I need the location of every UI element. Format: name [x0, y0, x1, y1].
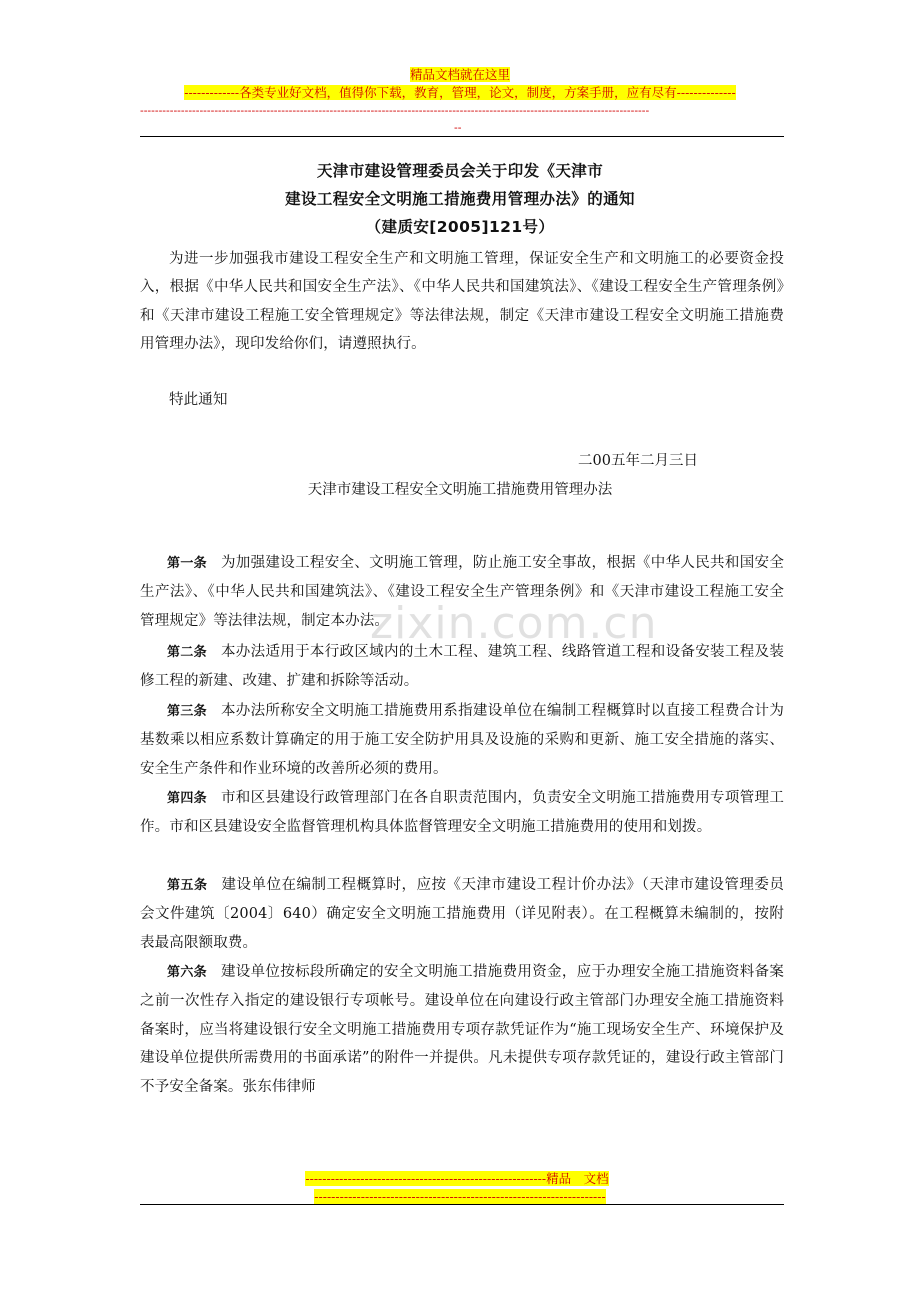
header-banner-tagline: [0, 84, 920, 101]
article-6: [140, 958, 784, 1101]
footer-banner-text-2: ---------------------------------------------------------------------: [314, 1189, 606, 1204]
article-1: [140, 549, 784, 635]
article-3: [140, 697, 784, 783]
document-title-line-1: 天津市建设管理委员会关于印发《天津市: [316, 162, 604, 180]
article-label: 第六条: [167, 965, 207, 980]
header-dash-line-continued: --: [454, 121, 462, 134]
article-text: 本办法所称安全文明施工措施费用系指建设单位在编制工程概算时以直接工程费合计为基数乘以相应系数计算确定的用于施工安全防护用具及设施的采购和更新、施工安全措施的落实、安全生产条件和作业环境的改善所必须的费用。: [140, 703, 784, 777]
header-dash-line: -----------------------------------------------------------------------------------------------------------------------------------------: [140, 104, 650, 117]
article-2: [140, 638, 784, 696]
article-label: 第二条: [167, 645, 207, 660]
special-notice: 特此通知: [169, 392, 228, 408]
banner-title-text: 精品文档就在这里: [409, 67, 510, 82]
article-text: 市和区县建设行政管理部门在各自职责范围内，负责安全文明施工措施费用专项管理工作。市和区县建设安全监督管理机构具体监督管理安全文明施工措施费用的使用和划拨。: [140, 790, 784, 836]
article-text: 为加强建设工程安全、文明施工管理，防止施工安全事故，根据《中华人民共和国安全生产法》、《中华人民共和国建筑法》、《建设工程安全生产管理条例》和《天津市建设工程施工安全管理规定》等法律法规，制定本办法。: [140, 555, 784, 629]
article-text: 建设单位按标段所确定的安全文明施工措施费用资金，应于办理安全施工措施资料备案之前一次性存入指定的建设银行专项帐号。建设单位在向建设行政主管部门办理安全施工措施资料备案时，应当将建设银行安全文明施工措施费用专项存款凭证作为“施工现场安全生产、环境保护及建设单位提供所需费用的书面承诺”的附件一并提供。凡未提供专项存款凭证的，建设行政主管部门不予安全备案。张东伟律师: [140, 964, 784, 1095]
article-5: [140, 871, 784, 957]
article-text: 建设单位在编制工程概算时，应按《天津市建设工程计价办法》（天津市建设管理委员会文件建筑〔2004〕640）确定安全文明施工措施费用（详见附表）。在工程概算未编制的，按附表最高限额取费。: [140, 877, 784, 951]
article-label: 第五条: [167, 878, 208, 893]
article-label: 第四条: [167, 791, 207, 806]
banner-tagline-text: -------------各类专业好文档，值得你下载，教育，管理，论文，制度，方案手册，应有尽有--------------: [184, 85, 736, 100]
header-banner-title: [0, 66, 920, 83]
issue-date: 二00五年二月三日: [578, 453, 698, 469]
intro-paragraph: 为进一步加强我市建设工程安全生产和文明施工管理，保证安全生产和文明施工的必要资金投入，根据《中华人民共和国安全生产法》、《中华人民共和国建筑法》、《建设工程安全生产管理条例》和《天津市建设工程施工安全管理规定》等法律法规，制定《天津市建设工程安全文明施工措施费用管理办法》，现印发给你们，请遵照执行。: [140, 251, 784, 353]
document-number: （建质安[2005]121号）: [365, 218, 555, 236]
article-label: 第三条: [167, 704, 207, 719]
footer-banner-text-1: ---------------------------------------------------------精品 文档: [305, 1171, 609, 1186]
footer-divider: [140, 1204, 784, 1205]
article-label: 第一条: [167, 556, 207, 571]
footer-banner-line-1: [0, 1170, 917, 1187]
measures-title: 天津市建设工程安全文明施工措施费用管理办法: [307, 482, 613, 498]
article-text: 本办法适用于本行政区域内的土木工程、建筑工程、线路管道工程和设备安装工程及装修工程的新建、改建、扩建和拆除等活动。: [140, 644, 784, 690]
document-title-line-2: 建设工程安全文明施工措施费用管理办法》的通知: [285, 190, 635, 208]
header-divider: [140, 136, 784, 137]
footer-banner-line-2: [0, 1188, 920, 1205]
article-4: [140, 784, 784, 842]
watermark-text: zixin.com.cn: [370, 598, 658, 649]
